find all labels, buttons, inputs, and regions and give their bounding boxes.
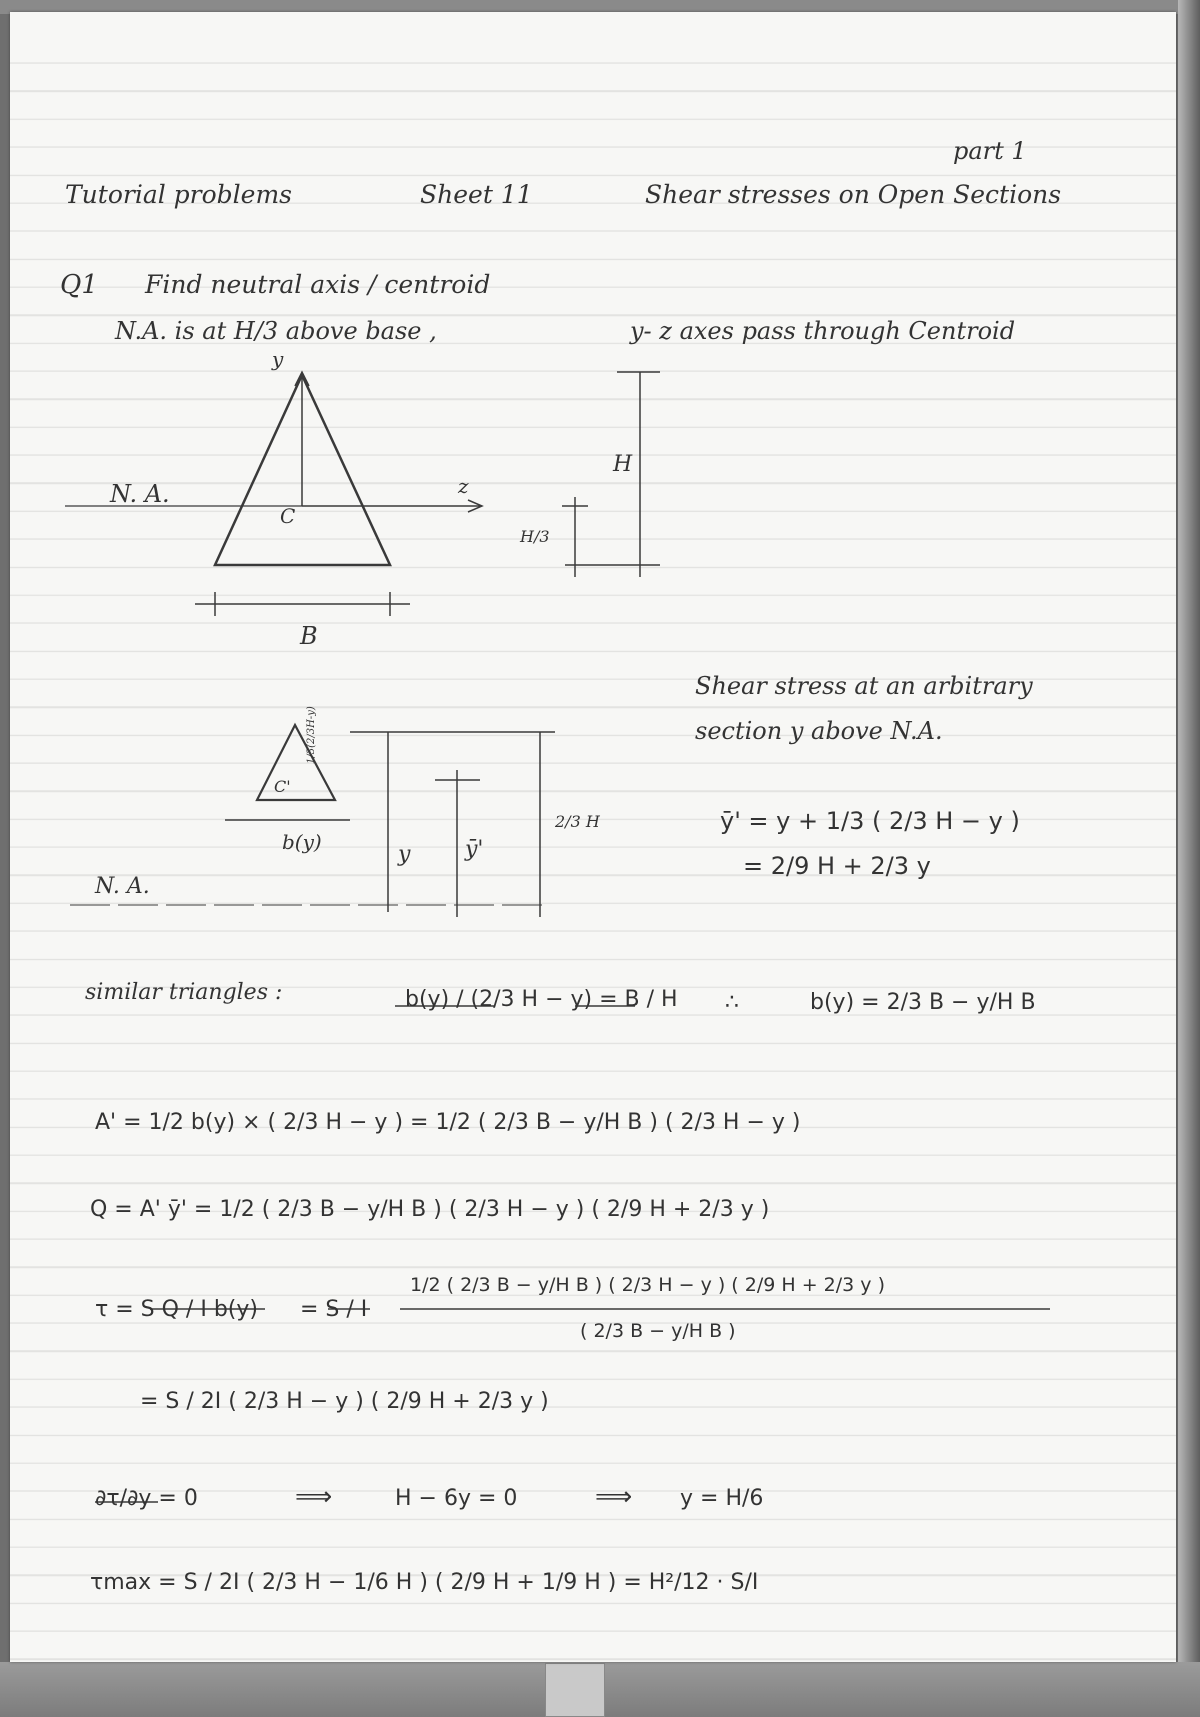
fig1-height-label: H — [613, 452, 633, 477]
implies-arrow-2: ⟹ — [595, 1482, 633, 1512]
ybar-equation-2: = 2/9 H + 2/3 y — [743, 852, 931, 880]
fig1-centroid-label: C — [280, 504, 296, 528]
question-prompt: Find neutral axis / centroid — [145, 270, 491, 299]
binder-clip — [545, 1663, 605, 1717]
tau-denominator: ( 2/3 B − y/H B ) — [580, 1320, 736, 1342]
tutorial-title: Tutorial problems — [65, 180, 293, 209]
fig2-na-label: N. A. — [95, 874, 150, 899]
width-equation: b(y) = 2/3 B − y/H B — [810, 990, 1036, 1015]
topic-title: Shear stresses on Open Sections — [645, 180, 1062, 209]
fig2-small-dim-label: 1/3(2/3H-y) — [306, 706, 317, 764]
tau-simplified: = S / 2I ( 2/3 H − y ) ( 2/9 H + 2/3 y ) — [140, 1389, 549, 1414]
similar-triangles-equation: b(y) / (2/3 H − y) = B / H — [405, 987, 678, 1012]
implies-arrow-1: ⟹ — [295, 1482, 333, 1512]
part-label: part 1 — [953, 137, 1027, 165]
ybar-equation-1: ȳ' = y + 1/3 ( 2/3 H − y ) — [720, 807, 1020, 835]
fig2-y-label: y — [398, 842, 411, 867]
fig1-y-label: y — [272, 347, 284, 371]
cut-triangle-outline — [257, 725, 335, 800]
tau-max-equation: τmax = S / 2I ( 2/3 H − 1/6 H ) ( 2/9 H + 1/9 H ) = H²/12 · S/I — [90, 1570, 759, 1595]
note-line-2: section y above N.A. — [695, 717, 943, 745]
fig2-two-thirds-label: 2/3 H — [555, 812, 600, 831]
neutral-axis-statement: N.A. is at H/3 above base , — [115, 317, 437, 345]
area-equation: A' = 1/2 b(y) × ( 2/3 H − y ) = 1/2 ( 2/3 B − y/H B ) ( 2/3 H − y ) — [95, 1110, 801, 1135]
fig1-base-label: B — [300, 622, 318, 650]
tau-numerator: 1/2 ( 2/3 B − y/H B ) ( 2/3 H − y ) ( 2/9 H + 2/3 y ) — [410, 1274, 885, 1296]
scan-border-right — [1178, 0, 1200, 1717]
first-moment-equation: Q = A' ȳ' = 1/2 ( 2/3 B − y/H B ) ( 2/3 H − y ) ( 2/9 H + 2/3 y ) — [90, 1197, 770, 1222]
fig1-z-label: z — [458, 474, 469, 498]
fraction-bars — [95, 1006, 1050, 1502]
derivative-condition: ∂τ/∂y = 0 — [95, 1486, 198, 1511]
figure-drawings — [10, 12, 1176, 1662]
fig2-centroid-label: C' — [274, 777, 291, 796]
therefore-symbol: ∴ — [725, 990, 739, 1015]
sheet-number: Sheet 11 — [420, 180, 533, 209]
fig1-third-label: H/3 — [520, 527, 550, 546]
axes-statement: y- z axes pass through Centroid — [630, 317, 1016, 345]
fig2-width-label: b(y) — [282, 830, 322, 854]
fig1-na-label: N. A. — [110, 480, 170, 508]
y-result: y = H/6 — [680, 1486, 764, 1511]
tau-rhs-prefix: = S / I — [300, 1297, 368, 1322]
fig2-ybar-label: ȳ' — [465, 837, 484, 862]
note-line-1: Shear stress at an arbitrary — [695, 672, 1033, 700]
notebook-page — [10, 12, 1176, 1662]
derivative-result: H − 6y = 0 — [395, 1486, 518, 1511]
question-number: Q1 — [60, 270, 98, 300]
tau-lhs: τ = S Q / I b(y) — [95, 1297, 258, 1322]
similar-triangles-label: similar triangles : — [85, 980, 283, 1005]
